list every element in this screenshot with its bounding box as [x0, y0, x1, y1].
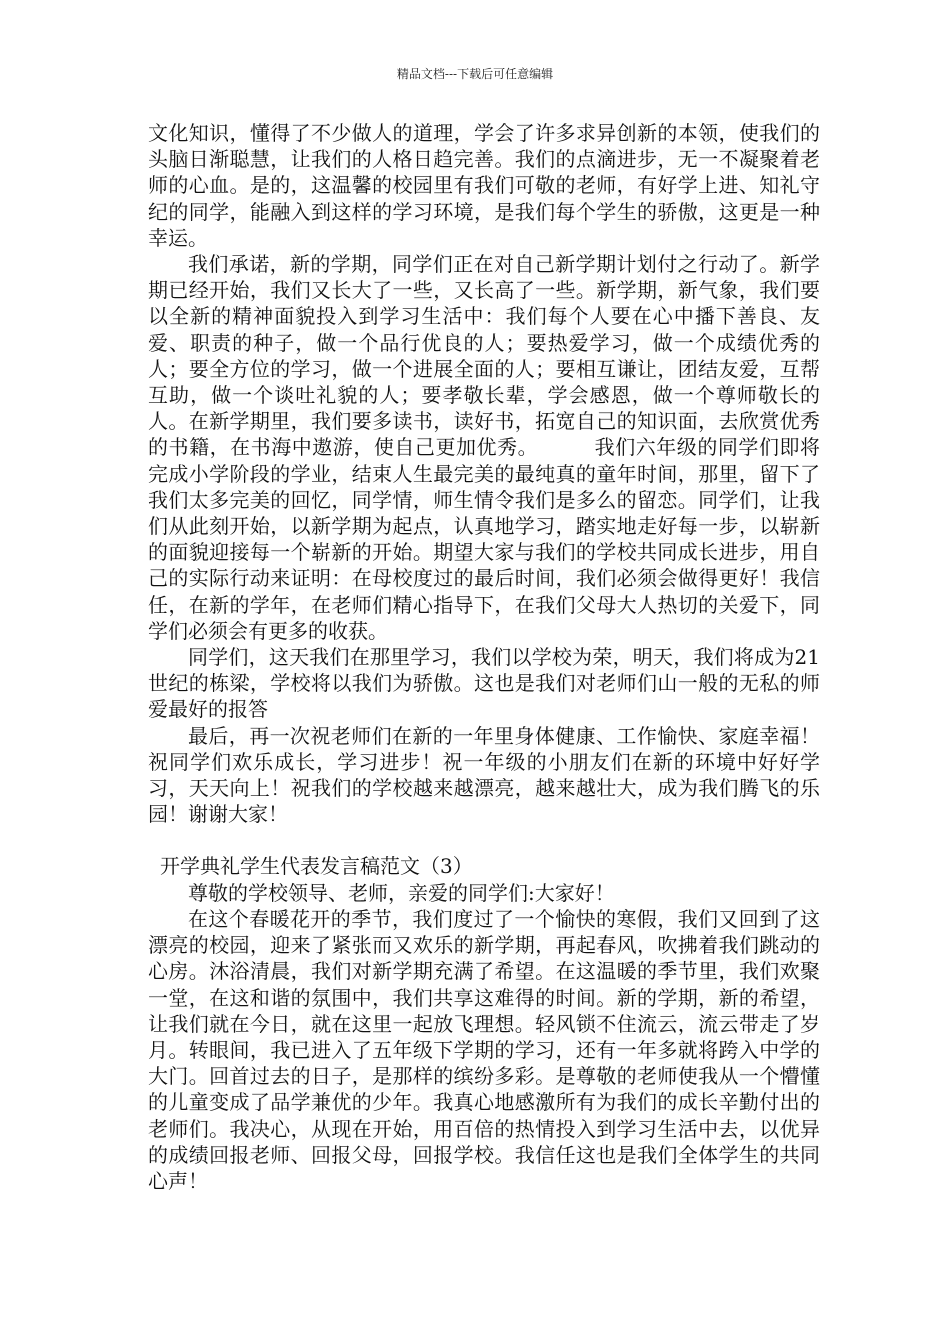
paragraph-closing: 最后，再一次祝老师们在新的一年里身体健康、工作愉快、家庭幸福！祝同学们欢乐成长，学习进步！祝一年级的小朋友们在新的环境中好好学习，天天向上！祝我们的学校越来越漂亮，越来越壮大，成为我们腾飞的乐园！谢谢大家！: [148, 723, 820, 827]
document-body: [148, 120, 820, 1194]
paragraph-promise-text: 我们承诺，新的学期，同学们正在对自己新学期计划付之行动了。新学期已经开始，我们又长大了一些，又长高了一些。新学期，新气象，我们要以全新的精神面貌投入到学习生活中：我们每个人要在心中播下善良、友爱、职责的种子，做一个品行优良的人；要热爱学习，做一个成绩优秀的人；要全方位的学习，做一个进展全面的人；要相互谦让，团结友爱，互帮互助，做一个谈吐礼貌的人；要孝敬长辈，学会感恩，做一个尊师敬长的人。在新学期里，我们要多读书，读好书，拓宽自己的知识面，去欣赏优秀的书籍，在书海中遨游，使自己更加优秀。: [148, 252, 820, 460]
paragraph-promise: [148, 251, 820, 644]
paragraph-sixth-grade-text: 我们六年级的同学们即将完成小学阶段的学业，结束人生最完美的最纯真的童年时间，那里，留下了我们太多完美的回忆，同学情，师生情令我们是多么的留恋。同学们，让我们从此刻开始，以新学期为起点，认真地学习，踏实地走好每一步，以崭新的面貌迎接每一个崭新的开始。期望大家与我们的学校共同成长进步，用自己的实际行动来证明：在母校度过的最后时间，我们必须会做得更好！我信任，在新的学年，在老师们精心指导下，在我们父母大人热切的关爱下，同学们必须会有更多的收获。: [148, 435, 821, 643]
paragraph-classmates: 同学们，这天我们在那里学习，我们以学校为荣，明天，我们将成为21世纪的栋梁，学校将以我们为骄傲。这也是我们对老师们山一般的无私的师爱最好的报答: [148, 645, 820, 722]
paragraph-continuation: 文化知识，懂得了不少做人的道理，学会了许多求异创新的本领，使我们的头脑日渐聪慧，让我们的人格日趋完善。我们的点滴进步，无一不凝聚着老师的心血。是的，这温馨的校园里有我们可敬的老师，有好学上进、知礼守纪的同学，能融入到这样的学习环境，是我们每个学生的骄傲，这更是一种幸运。: [148, 121, 820, 250]
section-greeting: 尊敬的学校领导、老师，亲爱的同学们:大家好！: [188, 880, 615, 905]
section-body: 在这个春暖花开的季节，我们度过了一个愉快的寒假，我们又回到了这漂亮的校园，迎来了紧张而又欢乐的新学期，再起春风，吹拂着我们跳动的心房。沐浴清晨，我们对新学期充满了希望。在这温暖的季节里，我们欢聚一堂，在这和谐的氛围中，我们共享这难得的时间。新的学期，新的希望，让我们就在今日，就在这里一起放飞理想。轻风锁不住流云，流云带走了岁月。转眼间，我已进入了五年级下学期的学习，还有一年多就将跨入中学的大门。回首过去的日子，是那样的缤纷多彩。是尊敬的老师使我从一个懵懂的儿童变成了品学兼优的少年。我真心地感激所有为我们的成长辛勤付出的老师们。我决心，从现在开始，用百倍的热情投入到学习生活中去，以优异的成绩回报老师、回报父母，回报学校。我信任这也是我们全体学生的共同心声！: [148, 906, 820, 1193]
page-header: 精品文档---下载后可任意编辑: [396, 67, 554, 81]
section-title: 开学典礼学生代表发言稿范文（3）: [160, 854, 473, 879]
